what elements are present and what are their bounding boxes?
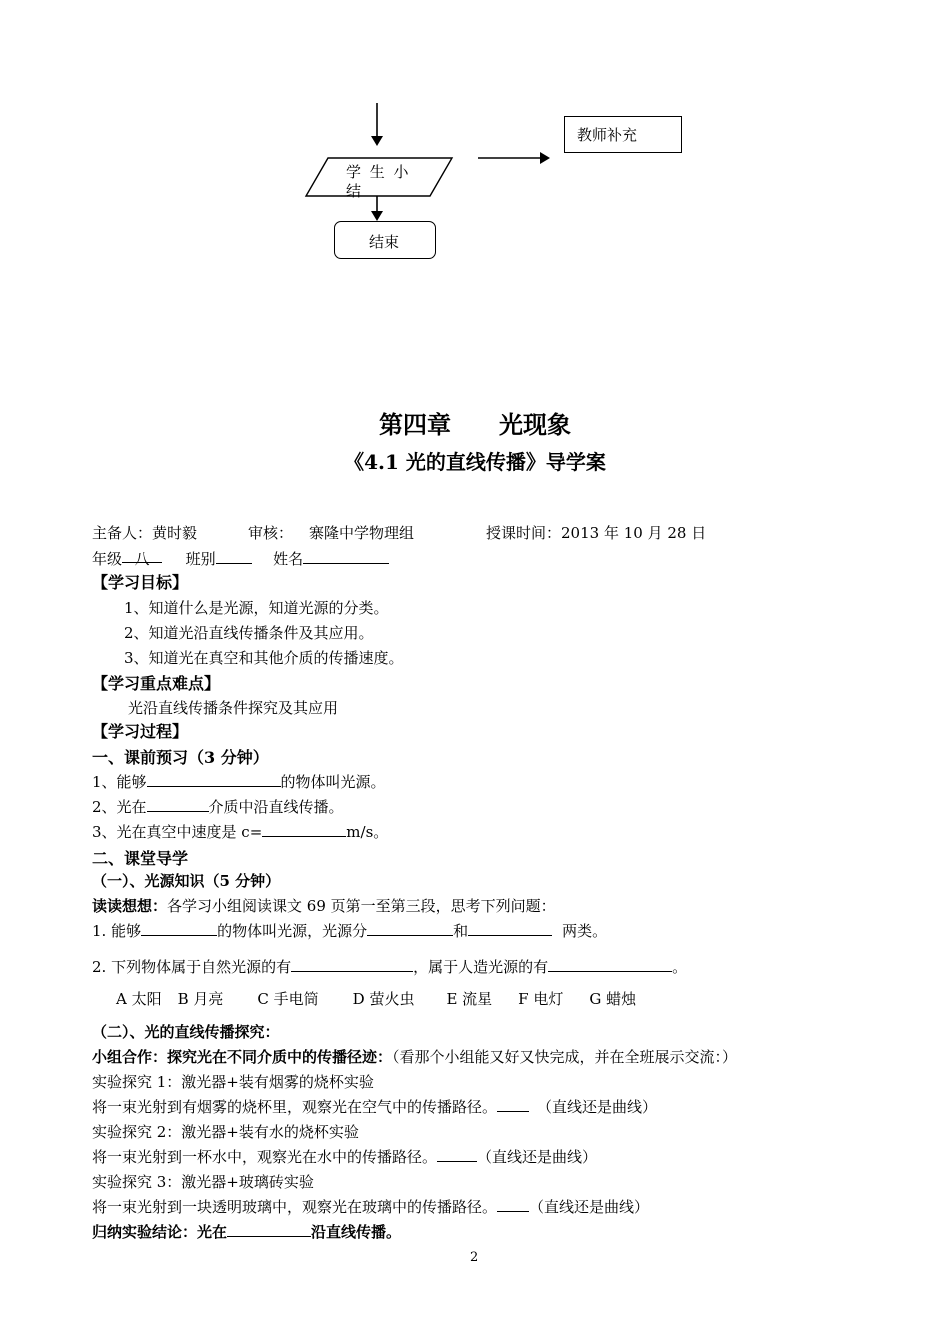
teacher-supplement-label: 教师补充 — [577, 126, 638, 144]
group-cooperation: 小组合作：探究光在不同介质中的传播径迹：（看那个小组能又好又快完成，并在全班展示交流：） — [92, 1048, 738, 1066]
experiment-conclusion: 归纳实验结论：光在 沿直线传播。 — [92, 1223, 402, 1241]
experiment-3-blank — [497, 1197, 529, 1212]
reviewer: 审核： 寨隆中学物理组 — [248, 524, 415, 542]
key-points-heading: 【学习重点难点】 — [92, 674, 221, 693]
light-source-subheading: （一）、光源知识（5 分钟） — [92, 872, 281, 890]
lesson-title: 《4.1 光的直线传播》导学案 — [344, 450, 606, 474]
experiment-1-text: 将一束光射到有烟雾的烧杯里，观察光在空气中的传播路径。 （直线还是曲线） — [92, 1098, 658, 1116]
meta-line-1: 主备人：黄时毅 — [92, 524, 198, 542]
goal-item-3: 3、知道光在真空和其他介质的传播速度。 — [124, 649, 404, 667]
experiment-1-blank — [497, 1097, 529, 1112]
reviewer-name: 寨隆中学物理组 — [309, 524, 415, 542]
summary-label: 学 生 小 结 — [346, 163, 411, 200]
option-b: B 月亮 — [177, 990, 224, 1008]
light-source-options — [116, 988, 636, 1009]
arrow-top-head — [371, 136, 383, 146]
preview-q1: 1、能够 的物体叫光源。 — [92, 773, 386, 791]
classroom-q2-blank-1 — [291, 957, 413, 972]
classroom-q1-blank-2 — [367, 921, 453, 936]
preview-q3-blank — [262, 822, 346, 837]
key-points-text: 光沿直线传播条件探究及其应用 — [128, 699, 339, 717]
option-a: A 太阳 — [116, 990, 162, 1008]
grade-value: 八 — [122, 548, 162, 563]
end-box — [334, 221, 436, 259]
preview-q2: 2、光在 介质中沿直线传播。 — [92, 798, 344, 816]
flowchart — [0, 0, 950, 280]
lesson-time: 授课时间：2013 年 10 月 28 日 — [486, 524, 707, 542]
name-blank — [303, 549, 389, 564]
option-e: E 流星 — [446, 990, 493, 1008]
classroom-q1-blank-3 — [468, 921, 552, 936]
read-think: 读读想想：各学习小组阅读课文 69 页第一至第三段，思考下列问题： — [92, 897, 556, 915]
chapter-title: 第四章 光现象 — [379, 410, 571, 439]
option-g: G 蜡烛 — [589, 990, 637, 1008]
experiment-2-blank — [437, 1147, 477, 1162]
goal-item-1: 1、知道什么是光源，知道光源的分类。 — [124, 599, 389, 617]
preview-q3: 3、光在真空中速度是 c= m/s。 — [92, 823, 389, 841]
class-blank — [216, 549, 252, 564]
arrow-right-head — [540, 152, 550, 164]
experiment-3-title: 实验探究 3：激光器+玻璃砖实验 — [92, 1173, 314, 1191]
process-heading: 【学习过程】 — [92, 722, 189, 741]
experiment-3-text: 将一束光射到一块透明玻璃中，观察光在玻璃中的传播路径。 （直线还是曲线） — [92, 1198, 650, 1216]
experiment-2-text: 将一束光射到一杯水中，观察光在水中的传播路径。 （直线还是曲线） — [92, 1148, 598, 1166]
page-number: 2 — [470, 1250, 479, 1265]
option-d: D 萤火虫 — [352, 990, 415, 1008]
arrow-down-head — [371, 211, 383, 221]
preview-heading: 一、课前预习（3 分钟） — [92, 748, 269, 767]
meta-line-2: 年级 八 班别 姓名 — [92, 548, 389, 569]
classroom-q2-blank-2 — [548, 957, 672, 972]
experiment-2-title: 实验探究 2：激光器+装有水的烧杯实验 — [92, 1123, 359, 1141]
preview-q2-blank — [147, 797, 209, 812]
end-label: 结束 — [369, 233, 400, 251]
teacher-supplement-box — [564, 116, 682, 153]
propagation-subheading: （二）、光的直线传播探究： — [92, 1023, 280, 1041]
option-f: F 电灯 — [518, 990, 564, 1008]
goal-item-2: 2、知道光沿直线传播条件及其应用。 — [124, 624, 374, 642]
option-c: C 手电筒 — [257, 990, 319, 1008]
preparer-name: 黄时毅 — [152, 524, 198, 542]
classroom-heading: 二、课堂导学 — [92, 849, 189, 868]
classroom-q2: 2. 下列物体属于自然光源的有 ，属于人造光源的有 。 — [92, 958, 688, 976]
goals-heading: 【学习目标】 — [92, 573, 189, 592]
experiment-1-title: 实验探究 1：激光器+装有烟雾的烧杯实验 — [92, 1073, 374, 1091]
conclusion-blank — [227, 1222, 311, 1237]
lesson-date: 2013 年 10 月 28 日 — [561, 524, 707, 542]
classroom-q1: 1. 能够 的物体叫光源，光源分 和 两类。 — [92, 922, 608, 940]
classroom-q1-blank-1 — [141, 921, 217, 936]
preview-q1-blank — [147, 772, 281, 787]
